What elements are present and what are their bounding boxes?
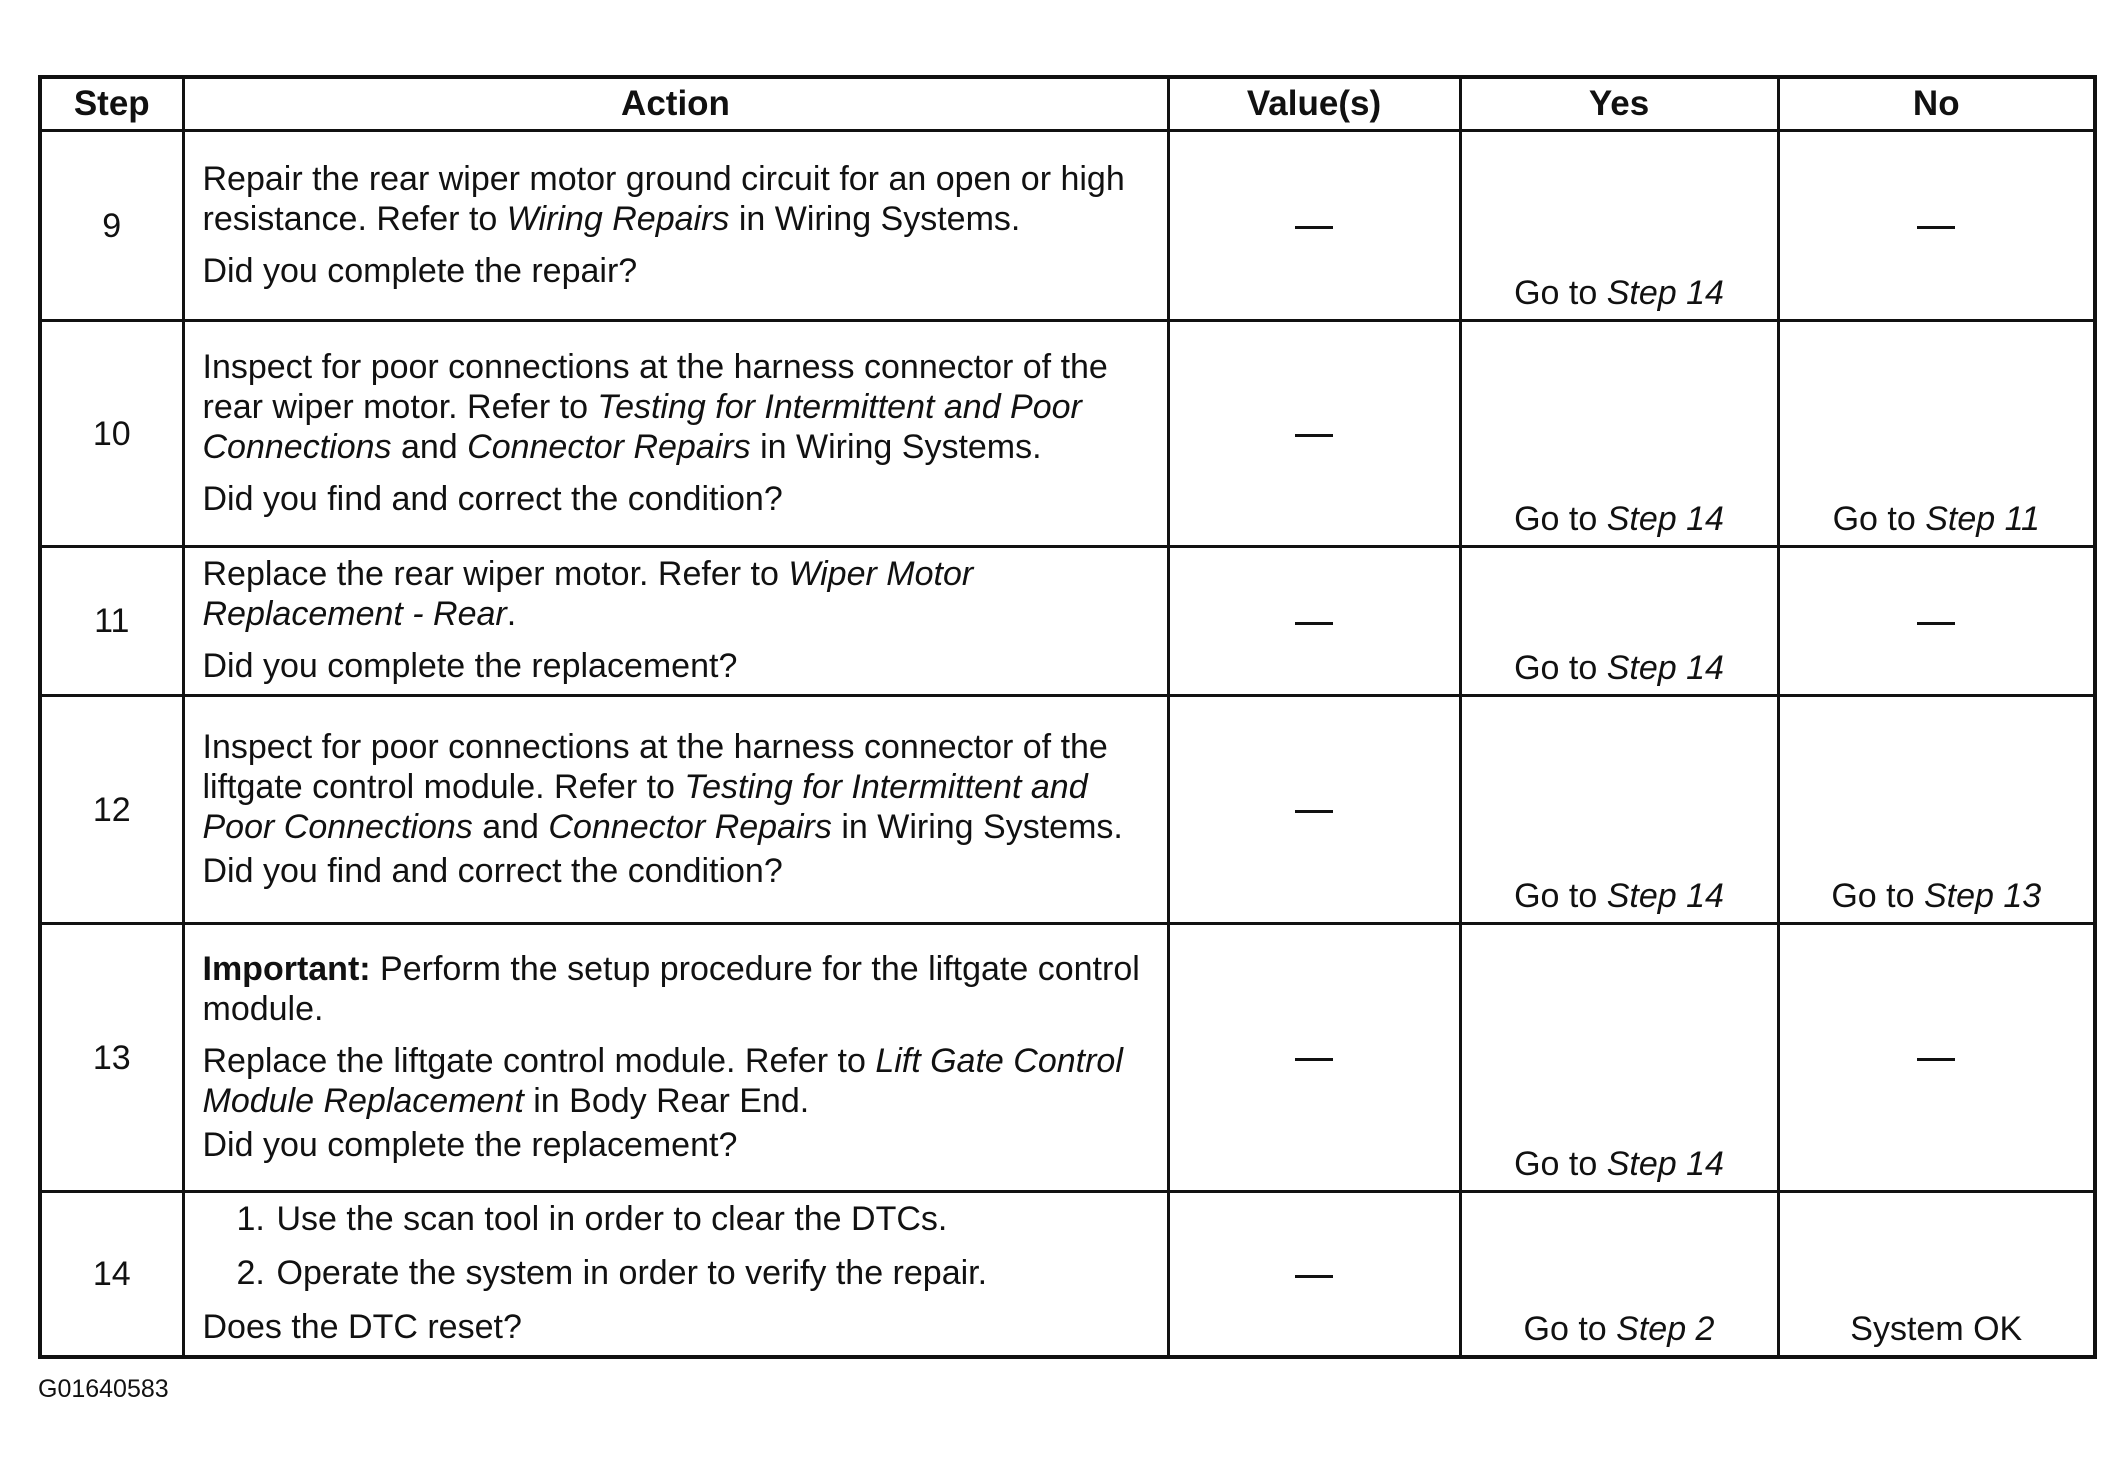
no-cell — [1778, 131, 2095, 321]
reference-link: Connector Repairs — [548, 807, 832, 846]
action-cell — [183, 924, 1168, 1192]
dash-mark — [1295, 226, 1333, 229]
action-cell — [183, 547, 1168, 696]
step-number: 11 — [40, 547, 183, 696]
dash-mark — [1917, 1058, 1955, 1061]
action-question: Did you find and correct the condition? — [202, 851, 783, 890]
diagnostic-table — [38, 75, 2097, 1359]
procedure-list — [203, 1199, 1155, 1293]
values-cell — [1168, 321, 1460, 547]
table-row — [40, 924, 2095, 1192]
values-cell — [1168, 1192, 1460, 1358]
header-action: Action — [183, 77, 1168, 131]
table-row — [40, 696, 2095, 924]
yes-cell: Go to Step 14 — [1460, 696, 1778, 924]
reference-link: Wiring Repairs — [506, 199, 730, 238]
dash-mark — [1295, 434, 1333, 437]
no-cell: Go to Step 11 — [1778, 321, 2095, 547]
header-values: Value(s) — [1168, 77, 1460, 131]
header-row — [40, 77, 2095, 131]
reference-link: Connector Repairs — [467, 427, 751, 466]
action-question: Did you find and correct the condition? — [202, 479, 783, 518]
yes-step-link: Step 14 — [1606, 877, 1724, 915]
no-step-link: Step 13 — [1923, 877, 2042, 915]
no-cell — [1778, 924, 2095, 1192]
values-cell — [1168, 924, 1460, 1192]
yes-cell: Go to Step 14 — [1460, 547, 1778, 696]
table-row — [40, 131, 2095, 321]
table-row — [40, 321, 2095, 547]
action-question: Did you complete the replacement? — [202, 647, 738, 685]
header-step: Step — [40, 77, 183, 131]
yes-step-link: Step 14 — [1606, 500, 1724, 538]
action-cell — [183, 1192, 1168, 1358]
reference-link: Testing for Intermittent and Poor Connections — [202, 387, 1082, 466]
no-step-link: Step 11 — [1925, 500, 2040, 538]
figure-id: G01640583 — [38, 1375, 169, 1403]
values-cell — [1168, 696, 1460, 924]
reference-link: Wiper Motor Replacement - Rear — [202, 555, 974, 633]
yes-step-link: Step 14 — [1606, 1145, 1724, 1183]
yes-step-link: Step 14 — [1606, 274, 1724, 312]
list-item: 1. Use the scan tool in order to clear the DTCs. — [236, 1200, 948, 1238]
dash-mark — [1917, 622, 1955, 625]
important-note: Important: Perform the setup procedure for the liftgate control module. — [202, 949, 1140, 1028]
action-cell — [183, 696, 1168, 924]
action-text: Repair the rear wiper motor ground circuit for an open or high resistance. Refer to Wiring Repairs in Wiring Systems. — [202, 159, 1125, 238]
action-question: Did you complete the repair? — [202, 251, 638, 290]
action-cell — [183, 131, 1168, 321]
header-yes: Yes — [1460, 77, 1778, 131]
action-question: Did you complete the replacement? — [202, 1125, 738, 1164]
action-text: Replace the rear wiper motor. Refer to Wiper Motor Replacement - Rear. — [202, 555, 974, 633]
action-text: Replace the liftgate control module. Refer to Lift Gate Control Module Replacement in Body Rear End. — [202, 1041, 1123, 1120]
step-number: 9 — [40, 131, 183, 321]
step-number: 14 — [40, 1192, 183, 1358]
dash-mark — [1917, 226, 1955, 229]
dash-mark — [1295, 1275, 1333, 1278]
action-cell — [183, 321, 1168, 547]
dash-mark — [1295, 622, 1333, 625]
table-row — [40, 1192, 2095, 1358]
yes-cell: Go to Step 14 — [1460, 924, 1778, 1192]
action-text: Inspect for poor connections at the harness connector of the liftgate control module. Refer to Testing for Intermittent and Poor Connections and Connector Repairs in Wiring Systems. — [202, 727, 1123, 846]
values-cell — [1168, 547, 1460, 696]
no-cell: Go to Step 13 — [1778, 696, 2095, 924]
action-text: Inspect for poor connections at the harness connector of the rear wiper motor. Refer to Testing for Intermittent and Poor Connections and Connector Repairs in Wiring Systems. — [202, 347, 1108, 466]
step-number: 13 — [40, 924, 183, 1192]
dash-mark — [1295, 810, 1333, 813]
action-question: Does the DTC reset? — [202, 1308, 522, 1346]
yes-step-link: Step 2 — [1616, 1310, 1715, 1348]
yes-cell: Go to Step 14 — [1460, 321, 1778, 547]
table-row — [40, 547, 2095, 696]
yes-cell: Go to Step 2 — [1460, 1192, 1778, 1358]
step-number: 10 — [40, 321, 183, 547]
yes-cell: Go to Step 14 — [1460, 131, 1778, 321]
header-no: No — [1778, 77, 2095, 131]
yes-step-link: Step 14 — [1606, 649, 1724, 687]
no-cell — [1778, 547, 2095, 696]
reference-link: Lift Gate Control Module Replacement — [202, 1041, 1123, 1120]
no-cell: System OK — [1778, 1192, 2095, 1358]
list-item: 2. Operate the system in order to verify the repair. — [236, 1254, 988, 1292]
dash-mark — [1295, 1058, 1333, 1061]
values-cell — [1168, 131, 1460, 321]
reference-link: Testing for Intermittent and Poor Connections — [202, 767, 1088, 846]
step-number: 12 — [40, 696, 183, 924]
important-label: Important: — [202, 949, 371, 988]
